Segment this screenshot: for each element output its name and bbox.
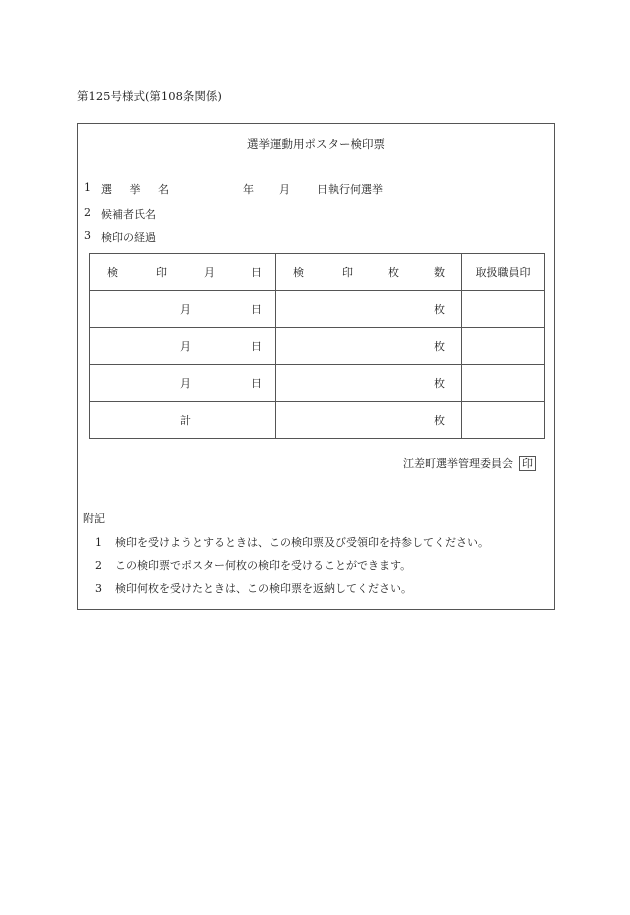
total-count-cell <box>276 402 462 439</box>
day-label: 日執行何選挙 <box>317 183 383 196</box>
committee-signature <box>403 455 536 471</box>
header-staff-stamp: 取扱職員印 <box>462 254 545 291</box>
label-char: 名 <box>158 183 169 196</box>
count-cell <box>276 365 462 402</box>
note-number: 3 <box>95 582 102 595</box>
total-label: 計 <box>180 414 191 427</box>
stamp-cell <box>462 328 545 365</box>
table-row <box>90 291 545 328</box>
table-total-row <box>90 402 545 439</box>
note-item <box>95 580 412 596</box>
label-char: 選 <box>101 183 112 196</box>
note-item <box>95 534 489 550</box>
unit-label: 枚 <box>434 414 445 427</box>
form-title: 選挙運動用ポスター検印票 <box>247 137 385 151</box>
unit-label: 枚 <box>434 340 445 353</box>
month-label: 月 <box>180 377 191 390</box>
header-char: 月 <box>204 266 215 279</box>
note-number: 1 <box>95 536 102 549</box>
note-text: 検印を受けようとするときは、この検印票及び受領印を持参してください。 <box>115 536 489 549</box>
committee-name: 江差町選挙管理委員会 <box>403 457 513 470</box>
header-char: 枚 <box>388 266 399 279</box>
item-number: 1 <box>84 181 91 194</box>
day-label: 日 <box>251 377 262 390</box>
form-number: 第125号様式(第108条関係) <box>77 89 222 103</box>
header-char: 検 <box>107 266 118 279</box>
header-char: 検 <box>293 266 304 279</box>
year-label: 年 <box>243 183 254 196</box>
stamp-table <box>89 253 545 439</box>
total-label-cell <box>90 402 276 439</box>
item-number: 2 <box>84 206 91 219</box>
month-label: 月 <box>180 340 191 353</box>
header-stamp-date <box>90 254 276 291</box>
item-label: 候補者氏名 <box>101 208 156 221</box>
header-char: 印 <box>342 266 353 279</box>
unit-label: 枚 <box>434 303 445 316</box>
table-row <box>90 328 545 365</box>
header-stamp-count <box>276 254 462 291</box>
day-label: 日 <box>251 340 262 353</box>
month-label: 月 <box>279 183 290 196</box>
stamp-cell <box>462 402 545 439</box>
date-cell <box>90 291 276 328</box>
note-number: 2 <box>95 559 102 572</box>
header-char: 日 <box>251 266 262 279</box>
note-item <box>95 557 411 573</box>
header-char: 印 <box>156 266 167 279</box>
seal-mark: 印 <box>519 456 536 471</box>
count-cell <box>276 328 462 365</box>
table-header-row <box>90 254 545 291</box>
item-label: 検印の経過 <box>101 231 156 244</box>
day-label: 日 <box>251 303 262 316</box>
stamp-cell <box>462 365 545 402</box>
month-label: 月 <box>180 303 191 316</box>
count-cell <box>276 291 462 328</box>
form-frame <box>77 123 555 610</box>
date-cell <box>90 365 276 402</box>
header-char: 数 <box>434 266 445 279</box>
item-label <box>101 181 169 197</box>
label-char: 挙 <box>129 183 141 196</box>
notes-label: 附記 <box>83 512 105 525</box>
note-text: 検印何枚を受けたときは、この検印票を返納してください。 <box>115 582 412 595</box>
stamp-cell <box>462 291 545 328</box>
table-row <box>90 365 545 402</box>
date-cell <box>90 328 276 365</box>
unit-label: 枚 <box>434 377 445 390</box>
note-text: この検印票でポスター何枚の検印を受けることができます。 <box>115 559 412 572</box>
item-number: 3 <box>84 229 91 242</box>
